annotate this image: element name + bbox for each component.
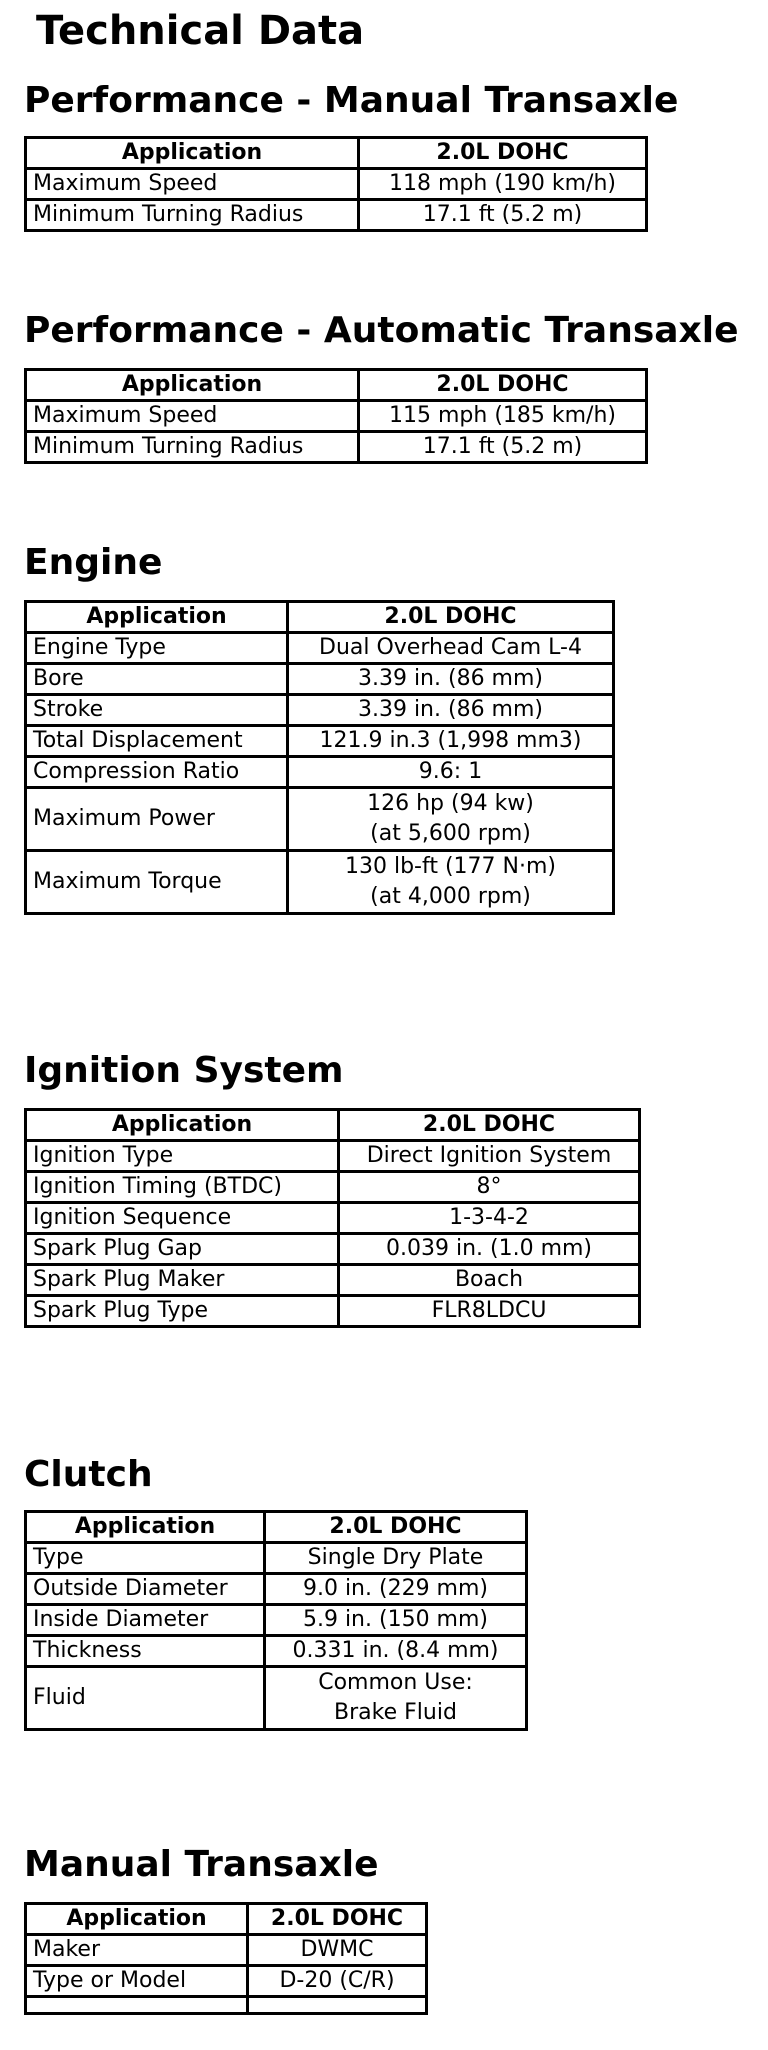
row-label: Bore (26, 664, 288, 695)
row-value: 17.1 ft (5.2 m) (359, 200, 647, 231)
section-title-manual-transaxle: Manual Transaxle (24, 1844, 379, 1885)
row-value: 9.6: 1 (288, 757, 614, 788)
table-row (26, 1203, 640, 1234)
table-row (26, 1543, 527, 1574)
column-header-engine: 2.0L DOHC (288, 602, 614, 633)
row-label: Spark Plug Type (26, 1296, 339, 1327)
row-label: Spark Plug Gap (26, 1234, 339, 1265)
table-row (26, 200, 647, 231)
row-label: Minimum Turning Radius (26, 432, 359, 463)
table-header-row (26, 370, 647, 401)
row-value: 5.9 in. (150 mm) (265, 1605, 527, 1636)
table-row (26, 432, 647, 463)
row-value: D-20 (C/R) (248, 1966, 427, 1997)
table-clutch (24, 1510, 528, 1731)
row-label: Minimum Turning Radius (26, 200, 359, 231)
table-row (26, 401, 647, 432)
row-label: Compression Ratio (26, 757, 288, 788)
table-performance-automatic (24, 368, 648, 464)
row-value: Boach (339, 1265, 640, 1296)
row-label-empty (26, 1997, 248, 2014)
row-label: Inside Diameter (26, 1605, 265, 1636)
column-header-application: Application (26, 1110, 339, 1141)
table-row (26, 1605, 527, 1636)
section-title-engine: Engine (24, 542, 163, 583)
row-value: FLR8LDCU (339, 1296, 640, 1327)
column-header-application: Application (26, 138, 359, 169)
table-ignition-system (24, 1108, 641, 1328)
row-value: 3.39 in. (86 mm) (288, 664, 614, 695)
table-row (26, 1234, 640, 1265)
row-label: Ignition Sequence (26, 1203, 339, 1234)
table-row (26, 1172, 640, 1203)
row-label: Total Displacement (26, 726, 288, 757)
table-engine (24, 600, 615, 915)
table-row (26, 664, 614, 695)
table-header-row (26, 602, 614, 633)
row-label: Thickness (26, 1636, 265, 1667)
table-row (26, 1265, 640, 1296)
section-title-performance-manual: Performance - Manual Transaxle (24, 80, 679, 121)
table-row (26, 851, 614, 914)
table-header-row (26, 138, 647, 169)
row-label: Type (26, 1543, 265, 1574)
row-value: 121.9 in.3 (1,998 mm3) (288, 726, 614, 757)
page-title: Technical Data (36, 8, 365, 54)
row-value: 0.039 in. (1.0 mm) (339, 1234, 640, 1265)
table-row (26, 633, 614, 664)
row-label: Maximum Speed (26, 169, 359, 200)
table-row (26, 1636, 527, 1667)
table-header-row (26, 1512, 527, 1543)
column-header-engine: 2.0L DOHC (359, 370, 647, 401)
row-label: Stroke (26, 695, 288, 726)
table-row (26, 695, 614, 726)
table-header-row (26, 1904, 427, 1935)
table-manual-transaxle (24, 1902, 428, 2015)
section-title-clutch: Clutch (24, 1454, 153, 1495)
table-row (26, 1667, 527, 1730)
row-label: Type or Model (26, 1966, 248, 1997)
row-label: Fluid (26, 1667, 265, 1730)
row-label: Maximum Torque (26, 851, 288, 914)
row-value: 118 mph (190 km/h) (359, 169, 647, 200)
section-title-performance-automatic: Performance - Automatic Transaxle (24, 310, 739, 351)
row-value: 3.39 in. (86 mm) (288, 695, 614, 726)
row-value: 8° (339, 1172, 640, 1203)
row-value: 126 hp (94 kw) (at 5,600 rpm) (288, 788, 614, 851)
row-label: Spark Plug Maker (26, 1265, 339, 1296)
row-value: 9.0 in. (229 mm) (265, 1574, 527, 1605)
table-row (26, 1296, 640, 1327)
table-row (26, 1574, 527, 1605)
row-value: Direct Ignition System (339, 1141, 640, 1172)
row-value: DWMC (248, 1935, 427, 1966)
column-header-application: Application (26, 1904, 248, 1935)
table-row (26, 169, 647, 200)
table-row (26, 1141, 640, 1172)
row-value: 115 mph (185 km/h) (359, 401, 647, 432)
row-label: Maximum Power (26, 788, 288, 851)
row-label: Engine Type (26, 633, 288, 664)
table-performance-manual (24, 136, 648, 232)
row-label: Ignition Type (26, 1141, 339, 1172)
row-label: Maker (26, 1935, 248, 1966)
column-header-application: Application (26, 602, 288, 633)
row-label: Outside Diameter (26, 1574, 265, 1605)
column-header-engine: 2.0L DOHC (339, 1110, 640, 1141)
row-value: 1-3-4-2 (339, 1203, 640, 1234)
row-value: 17.1 ft (5.2 m) (359, 432, 647, 463)
row-value: Common Use: Brake Fluid (265, 1667, 527, 1730)
row-value-empty (248, 1997, 427, 2014)
row-label: Ignition Timing (BTDC) (26, 1172, 339, 1203)
column-header-application: Application (26, 370, 359, 401)
column-header-engine: 2.0L DOHC (248, 1904, 427, 1935)
table-header-row (26, 1110, 640, 1141)
row-value: 130 lb-ft (177 N·m) (at 4,000 rpm) (288, 851, 614, 914)
table-row (26, 726, 614, 757)
table-row-partial (26, 1997, 427, 2014)
row-label: Maximum Speed (26, 401, 359, 432)
column-header-engine: 2.0L DOHC (359, 138, 647, 169)
table-row (26, 1935, 427, 1966)
table-row (26, 1966, 427, 1997)
section-title-ignition-system: Ignition System (24, 1050, 344, 1091)
column-header-engine: 2.0L DOHC (265, 1512, 527, 1543)
row-value: Dual Overhead Cam L-4 (288, 633, 614, 664)
table-row (26, 788, 614, 851)
table-row (26, 757, 614, 788)
column-header-application: Application (26, 1512, 265, 1543)
row-value: 0.331 in. (8.4 mm) (265, 1636, 527, 1667)
row-value: Single Dry Plate (265, 1543, 527, 1574)
